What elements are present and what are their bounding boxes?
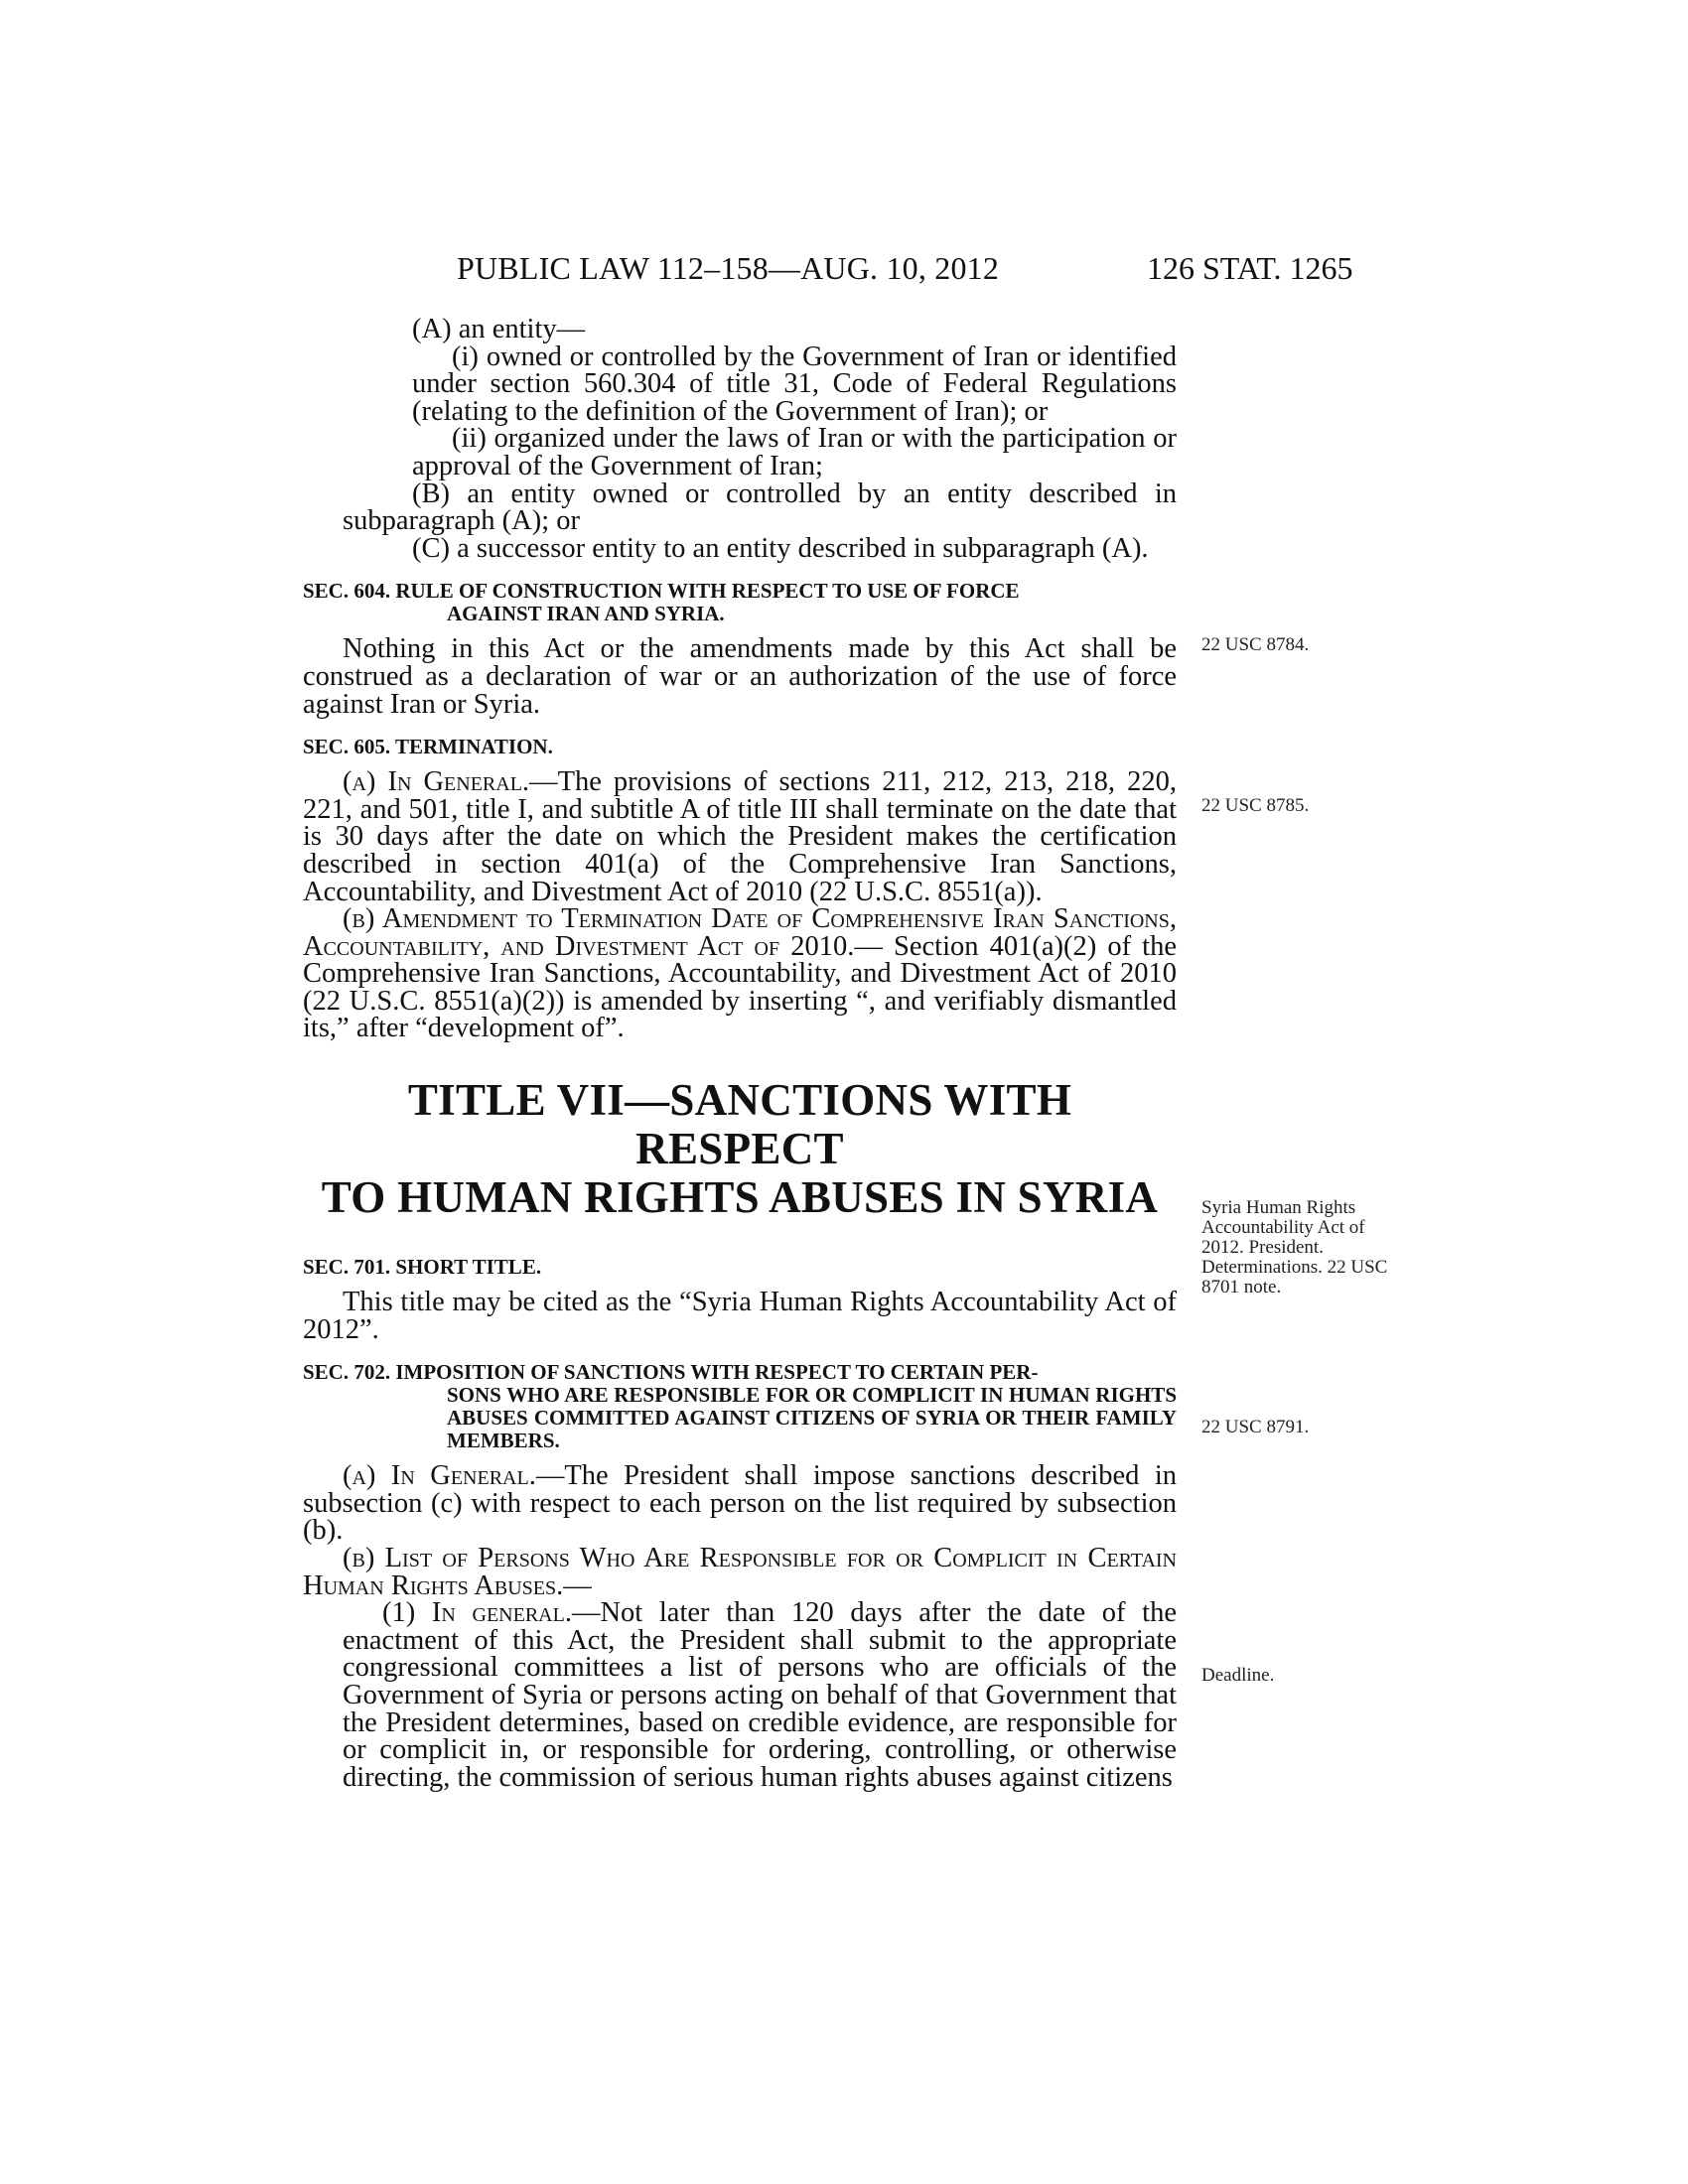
running-header-law: PUBLIC LAW 112–158—AUG. 10, 2012 (457, 250, 1000, 286)
margin-note-8791: 22 USC 8791. (1201, 1417, 1310, 1437)
margin-note-8785: 22 USC 8785. (1201, 795, 1310, 816)
sec-604-text: Nothing in this Act or the amendments made by this Act shall be construed as a declaration of war or an authorization of the use of force against Iran or Syria. (303, 633, 1177, 720)
sec-605-b: (b) Amendment to Termination Date of Comprehensive Iran Sanctions, Accountability, and Divestment Act of 2010.— Section 401(a)(2) of the Comprehensive Iran Sanctions, Accountability, and Divestment Act of 2010 (22 U.S.C. 8551(a)(2)) is amended by inserting “, and verifiably dismantled its,” after “development of”. (303, 903, 1177, 1044)
margin-note-deadline: Deadline. (1201, 1665, 1275, 1686)
sec-702-b: (b) List of Persons Who Are Responsible for or Complicit in Certain Human Rights Abuses.— (303, 1543, 1177, 1601)
document-body (303, 316, 1177, 1791)
sec-604-heading: SEC. 604. RULE OF CONSTRUCTION WITH RESPECT TO USE OF FORCE AGAINST IRAN AND SYRIA. (303, 579, 1020, 626)
para-a-ii: (ii) organized under the laws of Iran or with the participation or approval of the Government of Iran; (412, 423, 1177, 481)
sec-702-heading: SEC. 702. IMPOSITION OF SANCTIONS WITH RESPECT TO CERTAIN PER- SONS WHO ARE RESPONSIBLE FOR OR COMPLICIT IN HUMAN RIGHTS ABUSES COMMITTED AGAINST CITIZENS OF SYRIA OR THEIR FAMILY MEMBERS. (303, 1360, 1177, 1453)
sec-702-b1: (1) In general.—Not later than 120 days after the date of the enactment of this Act, the President shall submit to the appropriate congressional committees a list of persons who are officials of the Government of Syria or persons acting on behalf of that Government that the President determines, based on credible evidence, are responsible for or complicit in, or responsible for ordering, controlling, or otherwise directing, the commission of serious human rights abuses against citizens (343, 1597, 1177, 1793)
sec-605-a: (a) In General.—The provisions of sections 211, 212, 213, 218, 220, 221, and 501, title I, and subtitle A of title III shall terminate on the date that is 30 days after the date on which the President makes the certification described in section 401(a) of the Comprehensive Iran Sanctions, Accountability, and Divestment Act of 2010 (22 U.S.C. 8551(a)). (303, 766, 1177, 907)
margin-note-title-vii: Syria Human Rights Accountability Act of 2012. President. Determinations. 22 USC 8701 note. (1201, 1197, 1388, 1297)
sec-702-a: (a) In General.—The President shall impose sanctions described in subsection (c) with respect to each person on the list required by subsection (b). (303, 1460, 1177, 1547)
para-b: (B) an entity owned or controlled by an entity described in subparagraph (A); or (343, 478, 1177, 537)
sec-605-heading: SEC. 605. TERMINATION. (303, 735, 553, 759)
running-header-stat: 126 STAT. 1265 (1147, 250, 1353, 286)
para-a-entity: (A) an entity— (412, 314, 586, 344)
margin-note-8784: 22 USC 8784. (1201, 634, 1310, 655)
para-c: (C) a successor entity to an entity described in subparagraph (A). (412, 532, 1149, 564)
sec-701-text: This title may be cited as the “Syria Human Rights Accountability Act of 2012”. (303, 1287, 1177, 1345)
title-vii-heading: TITLE VII—SANCTIONS WITH RESPECT TO HUMAN RIGHTS ABUSES IN SYRIA (321, 1075, 1159, 1223)
sec-701-heading: SEC. 701. SHORT TITLE. (303, 1255, 542, 1280)
para-a-i: (i) owned or controlled by the Government of Iran or identified under section 560.304 of title 31, Code of Federal Regulations (relating to the definition of the Government of Iran); or (412, 341, 1177, 427)
